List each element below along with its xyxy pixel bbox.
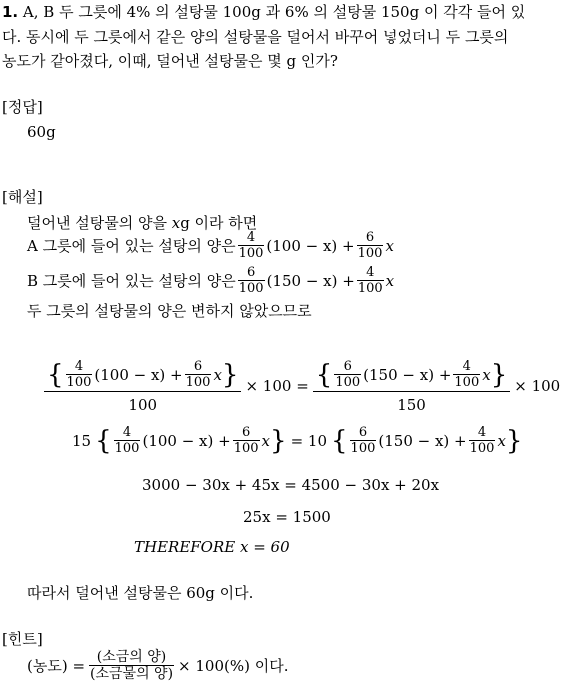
- num: 4: [74, 359, 84, 374]
- eq-b-mid: (150 − x) +: [266, 271, 355, 290]
- num: 6: [247, 265, 256, 280]
- den: 100: [114, 441, 140, 457]
- den: 100: [238, 246, 264, 262]
- fraction-6-100: [233, 426, 260, 457]
- equation-3: 3000 − 30x + 45x = 4500 − 30x + 20x: [142, 476, 440, 494]
- hint-denominator: (소금물의 양): [90, 666, 174, 683]
- var-x: x: [261, 431, 271, 450]
- solution-line-4: 두 그릇의 설탕물의 양은 변하지 않았으므로: [27, 302, 312, 320]
- den: 100: [350, 441, 376, 457]
- right-brace: }: [221, 360, 239, 391]
- equation-2: [72, 426, 522, 457]
- line-a-label: A 그릇에 들어 있는 설탕의 양은: [27, 236, 236, 255]
- var-x: x: [171, 214, 181, 232]
- eq1-left-denominator: 100: [128, 395, 158, 414]
- fraction-4-100: [66, 360, 93, 391]
- inner-expr: (100 − x) +: [142, 431, 231, 450]
- var-x: x: [385, 236, 394, 255]
- fraction-4-100: [357, 266, 384, 297]
- line-b-label: B 그릇에 들어 있는 설탕의 양은: [27, 271, 236, 290]
- problem-line-2: 다. 동시에 두 그릇에서 같은 양의 설탕물을 덜어서 바꾸어 넣었더니 두 그릇의: [2, 28, 509, 46]
- num: 6: [193, 359, 203, 374]
- problem-block: [2, 5, 525, 20]
- inner-expr: (150 − x) +: [378, 431, 467, 450]
- den: 100: [357, 281, 383, 297]
- answer-value: 60g: [27, 123, 56, 141]
- conclusion: 따라서 덜어낸 설탕물은 60g 이다.: [27, 584, 254, 602]
- problem-line-3: 농도가 같아졌다, 이때, 덜어낸 설탕물은 몇 g 인가?: [2, 52, 338, 70]
- num: 4: [246, 230, 256, 245]
- var-x: x: [497, 431, 506, 450]
- eq1-right-numerator: [313, 360, 510, 391]
- den: 100: [469, 441, 495, 457]
- left-brace: {: [315, 360, 333, 391]
- eq1-right-fraction: [313, 360, 510, 413]
- num: 4: [462, 359, 471, 374]
- var-x: x: [385, 271, 395, 290]
- hint-rhs: × 100(%) 이다.: [178, 656, 289, 675]
- equation-1: [44, 360, 560, 413]
- left-brace: {: [331, 426, 348, 457]
- right-brace: }: [505, 426, 523, 457]
- den: 100: [233, 441, 259, 457]
- var-x: x: [482, 365, 491, 384]
- solution-line-b: [27, 266, 394, 297]
- den: 100: [238, 281, 264, 297]
- eq1-left-fraction: [44, 360, 241, 413]
- num: 6: [241, 425, 251, 440]
- solution-line-1c: g 이라 하면: [180, 214, 258, 232]
- num: 4: [477, 425, 487, 440]
- right-brace: }: [270, 426, 287, 457]
- hint-lhs: (농도) =: [27, 656, 86, 675]
- solution-line-1a: 덜어낸 설탕물의 양을: [27, 214, 172, 232]
- hint-formula: [27, 650, 288, 683]
- num: 6: [365, 230, 375, 245]
- fraction-6-100: [238, 266, 265, 297]
- den: 100: [454, 375, 480, 391]
- hint-numerator: (소금의 양): [96, 649, 167, 665]
- fraction-6-100: [334, 360, 361, 391]
- problem-number: 1.: [2, 3, 19, 21]
- answer-header: [정답]: [2, 98, 43, 116]
- fraction-4-100: [453, 360, 480, 391]
- right-brace: }: [490, 360, 508, 391]
- times-100: × 100 =: [245, 376, 309, 395]
- fraction-6-100: [185, 360, 212, 391]
- den: 100: [185, 375, 211, 391]
- fraction-6-100: [350, 426, 377, 457]
- fraction-4-100: [469, 426, 496, 457]
- solution-header: [해설]: [2, 188, 43, 206]
- eq1-left-numerator: [44, 360, 241, 391]
- left-brace: {: [47, 360, 64, 391]
- eq-a-mid: (100 − x) +: [266, 236, 355, 255]
- equation-4: 25x = 1500: [243, 508, 331, 526]
- inner-expr: (150 − x) +: [363, 365, 452, 384]
- hint-header: [힌트]: [2, 630, 43, 648]
- num: 6: [343, 359, 352, 374]
- den: 100: [335, 375, 361, 391]
- left-brace: {: [95, 426, 112, 457]
- eq1-right-denominator: 150: [397, 395, 426, 414]
- times-100-end: × 100: [514, 376, 561, 395]
- hint-fraction: [89, 650, 174, 683]
- equation-5: THEREFORE x = 60: [134, 538, 290, 556]
- solution-line-a: [27, 231, 394, 262]
- fraction-6-100: [357, 231, 384, 262]
- fraction-4-100: [238, 231, 265, 262]
- den: 100: [357, 246, 383, 262]
- eq2-lead: 15: [72, 431, 92, 450]
- den: 100: [66, 375, 92, 391]
- inner-expr: (100 − x) +: [94, 365, 183, 384]
- solution-line-1: [27, 216, 257, 231]
- num: 4: [366, 265, 375, 280]
- num: 6: [358, 425, 368, 440]
- num: 4: [122, 425, 132, 440]
- problem-line-1: A, B 두 그릇에 4% 의 설탕물 100g 과 6% 의 설탕물 150g 이 각각 들어 있: [22, 3, 526, 21]
- fraction-4-100: [114, 426, 141, 457]
- eq2-mid: = 10: [290, 431, 327, 450]
- var-x: x: [213, 365, 222, 384]
